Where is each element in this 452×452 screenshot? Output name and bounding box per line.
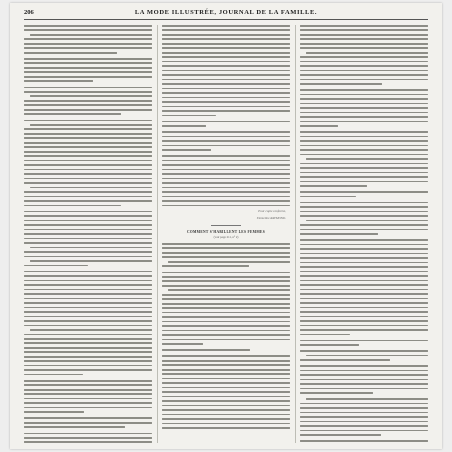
text-line: [300, 116, 428, 118]
text-line: [300, 167, 428, 169]
text-line: [162, 38, 290, 40]
text-line: [306, 398, 428, 400]
text-line: [24, 182, 152, 184]
text-line: [300, 145, 428, 147]
text-line: [162, 205, 290, 207]
text-line: [162, 160, 290, 162]
text-line: [162, 272, 290, 274]
text-line: [24, 91, 152, 93]
page-number: 206: [24, 9, 34, 16]
text-line: [300, 350, 428, 352]
text-line: [300, 98, 428, 100]
text-line: [162, 325, 290, 327]
text-line: [306, 158, 428, 160]
text-line: [24, 365, 152, 367]
text-line: [24, 137, 152, 139]
text-line: [300, 334, 350, 336]
text-line: [162, 187, 290, 189]
text-line: [300, 202, 428, 204]
text-line: [300, 244, 428, 246]
text-line: [162, 110, 290, 112]
text-line: [162, 101, 290, 103]
text-line: [24, 178, 152, 180]
text-line: [300, 403, 428, 405]
text-line: [24, 298, 152, 300]
text-line: [162, 164, 290, 166]
text-line: [300, 293, 428, 295]
text-line: [300, 374, 428, 376]
text-line: [162, 136, 290, 138]
text-line: [24, 437, 152, 439]
text-line: [30, 124, 152, 126]
text-line: [162, 145, 290, 147]
text-line: [300, 370, 428, 372]
text-line: [30, 247, 152, 249]
text-line: [306, 52, 428, 54]
text-line: [162, 334, 290, 336]
column-divider: [295, 25, 296, 443]
text-line: [162, 373, 290, 375]
text-line: [162, 391, 290, 393]
text-line: [300, 280, 428, 282]
text-line: [300, 407, 428, 409]
text-line: [300, 430, 428, 432]
text-line: [162, 360, 290, 362]
text-line: [162, 339, 290, 341]
text-line: [24, 173, 152, 175]
text-line: [162, 70, 290, 72]
text-line: [24, 229, 152, 231]
text-line: [300, 289, 428, 291]
text-line: [24, 342, 152, 344]
paragraph-block: [162, 25, 290, 206]
text-line: [300, 107, 428, 109]
text-line: [162, 83, 290, 85]
text-line: [24, 220, 152, 222]
text-line: [300, 329, 428, 331]
text-line: [24, 25, 152, 27]
text-line: [300, 253, 428, 255]
text-line: [24, 191, 152, 193]
text-line: [24, 422, 152, 424]
text-line: [300, 392, 373, 394]
text-line: [24, 393, 152, 395]
text-line: [162, 405, 290, 407]
text-line: [300, 79, 428, 81]
text-line: [168, 261, 290, 263]
text-line: [300, 425, 428, 427]
text-line: [162, 423, 290, 425]
text-line: [24, 43, 152, 45]
text-line: [300, 215, 428, 217]
text-line: [30, 260, 152, 262]
text-line: [162, 364, 290, 366]
text-line: [162, 387, 290, 389]
text-line: [300, 112, 428, 114]
text-line: [162, 121, 290, 123]
text-line: [162, 247, 290, 249]
text-line: [24, 113, 121, 115]
text-line: [162, 312, 290, 314]
text-line: [162, 298, 290, 300]
text-line: [24, 398, 152, 400]
paragraph-block: [24, 25, 152, 443]
text-line: [162, 303, 290, 305]
text-line: [300, 440, 428, 442]
text-line: [300, 344, 359, 346]
text-line: [162, 285, 290, 287]
text-line: [162, 191, 290, 193]
text-line: [300, 34, 428, 36]
text-line: [24, 369, 152, 371]
text-line: [162, 355, 290, 357]
text-line: [300, 206, 428, 208]
text-line: [162, 115, 216, 117]
signature-name: Emmeline RAYMOND.: [256, 216, 286, 221]
text-line: [162, 409, 290, 411]
text-line: [300, 196, 356, 198]
text-line: [300, 248, 428, 250]
text-line: [300, 271, 428, 273]
text-line: [300, 340, 428, 342]
text-line: [162, 92, 290, 94]
text-line: [24, 133, 152, 135]
text-line: [300, 421, 428, 423]
text-line: [162, 396, 290, 398]
text-line: [24, 325, 152, 327]
text-line: [162, 276, 290, 278]
text-line: [300, 434, 381, 436]
text-line: [162, 382, 290, 384]
text-line: [300, 275, 428, 277]
text-line: [300, 239, 428, 241]
text-line: [24, 52, 117, 54]
text-line: [24, 251, 152, 253]
text-line: [300, 191, 428, 193]
text-line: [300, 154, 428, 156]
text-column-left: [24, 25, 152, 443]
text-line: [300, 89, 428, 91]
text-line: [300, 38, 428, 40]
text-line: [162, 307, 290, 309]
text-line: [162, 418, 290, 420]
text-line: [24, 100, 152, 102]
text-line: [24, 160, 152, 162]
text-line: [300, 56, 428, 58]
text-line: [300, 284, 428, 286]
text-line: [24, 155, 152, 157]
text-line: [300, 224, 428, 226]
text-line: [162, 52, 290, 54]
text-line: [162, 252, 290, 254]
text-line: [162, 196, 290, 198]
text-line: [24, 289, 152, 291]
text-line: [24, 384, 152, 386]
text-line: [24, 205, 121, 207]
text-line: [24, 389, 152, 391]
text-line: [162, 47, 290, 49]
text-line: [162, 256, 290, 258]
text-line: [24, 356, 152, 358]
text-line: [162, 378, 290, 380]
text-line: [306, 220, 428, 222]
text-line: [300, 307, 428, 309]
text-line: [24, 128, 152, 130]
text-line: [162, 265, 249, 267]
text-line: [300, 149, 428, 151]
paragraph-block: [162, 243, 290, 429]
text-line: [300, 302, 428, 304]
text-line: [24, 360, 152, 362]
text-line: [162, 56, 290, 58]
text-line: [24, 58, 152, 60]
text-line: [24, 164, 152, 166]
text-line: [162, 65, 290, 67]
text-line: [300, 266, 428, 268]
signature-line: Pour copie conforme,: [258, 209, 286, 214]
section-title: COMMENT S'HABILLENT LES FEMMES: [186, 230, 266, 234]
text-line: [300, 379, 428, 381]
text-line: [24, 47, 152, 49]
text-line: [300, 388, 428, 390]
text-line: [24, 200, 152, 202]
text-line: [300, 47, 428, 49]
text-line: [24, 196, 152, 198]
text-line: [162, 243, 290, 245]
text-line: [24, 38, 152, 40]
text-line: [162, 369, 290, 371]
text-line: [300, 262, 428, 264]
text-line: [24, 169, 152, 171]
text-line: [162, 97, 290, 99]
text-line: [24, 224, 152, 226]
text-line: [162, 400, 290, 402]
text-line: [162, 29, 290, 31]
text-line: [300, 316, 428, 318]
text-line: [162, 34, 290, 36]
text-line: [24, 151, 152, 153]
journal-title: LA MODE ILLUSTRÉE, JOURNAL DE LA FAMILLE.: [134, 9, 318, 16]
text-line: [24, 120, 152, 122]
text-line: [24, 433, 152, 435]
text-line: [24, 104, 152, 106]
text-line: [162, 178, 290, 180]
text-line: [300, 320, 428, 322]
text-line: [300, 311, 428, 313]
text-line: [24, 271, 152, 273]
section-divider: [211, 225, 241, 226]
text-line: [300, 365, 428, 367]
text-line: [24, 280, 152, 282]
text-line: [300, 176, 428, 178]
text-line: [24, 142, 152, 144]
text-line: [162, 79, 290, 81]
text-line: [24, 87, 152, 89]
text-line: [162, 321, 290, 323]
text-line: [300, 181, 428, 183]
text-line: [24, 265, 88, 267]
text-line: [162, 88, 290, 90]
text-line: [24, 109, 152, 111]
text-line: [300, 125, 338, 127]
text-line: [24, 146, 152, 148]
text-line: [300, 70, 428, 72]
text-line: [30, 95, 152, 97]
text-line: [24, 316, 152, 318]
text-line: [300, 257, 428, 259]
text-line: [162, 414, 290, 416]
text-line: [24, 62, 152, 64]
text-line: [162, 330, 290, 332]
text-line: [24, 411, 84, 413]
text-line: [300, 163, 428, 165]
text-line: [162, 427, 290, 429]
text-line: [30, 34, 152, 36]
text-line: [162, 280, 290, 282]
section-subtitle: (voir page 211, n° 2): [213, 235, 239, 239]
paragraph-block: [300, 25, 428, 443]
text-line: [30, 187, 152, 189]
text-line: [300, 229, 428, 231]
text-line: [300, 298, 428, 300]
text-line: [300, 74, 428, 76]
text-line: [162, 316, 290, 318]
text-line: [24, 311, 152, 313]
text-line: [300, 136, 428, 138]
newspaper-page: [10, 3, 442, 449]
text-line: [162, 74, 290, 76]
text-line: [24, 417, 152, 419]
text-line: [162, 200, 290, 202]
text-line: [300, 416, 428, 418]
text-line: [24, 80, 93, 82]
text-line: [24, 238, 152, 240]
text-line: [24, 441, 152, 443]
text-line: [24, 293, 152, 295]
text-line: [300, 172, 428, 174]
text-line: [24, 380, 152, 382]
text-line: [300, 103, 428, 105]
text-line: [162, 25, 290, 27]
text-line: [162, 343, 203, 345]
text-line: [300, 185, 367, 187]
text-line: [306, 355, 428, 357]
text-line: [300, 359, 390, 361]
text-line: [162, 43, 290, 45]
text-line: [162, 169, 290, 171]
text-line: [24, 426, 125, 428]
text-line: [24, 407, 152, 409]
text-line: [300, 29, 428, 31]
text-line: [162, 294, 290, 296]
text-line: [300, 325, 428, 327]
text-line: [24, 338, 152, 340]
text-line: [24, 374, 83, 376]
text-line: [300, 211, 428, 213]
text-line: [162, 106, 290, 108]
text-column-right: [300, 25, 428, 443]
text-line: [24, 347, 152, 349]
text-line: [300, 25, 428, 27]
text-line: [24, 67, 152, 69]
text-line: [24, 233, 152, 235]
text-column-middle: [162, 25, 290, 443]
text-line: [24, 242, 152, 244]
text-line: [24, 71, 152, 73]
text-line: [24, 76, 152, 78]
text-line: [162, 173, 290, 175]
text-line: [30, 329, 152, 331]
text-line: [300, 140, 428, 142]
text-line: [168, 289, 290, 291]
text-line: [162, 125, 206, 127]
text-line: [24, 302, 152, 304]
text-line: [162, 61, 290, 63]
text-line: [300, 233, 378, 235]
text-line: [24, 334, 152, 336]
text-line: [300, 121, 428, 123]
text-line: [24, 211, 152, 213]
text-line: [24, 307, 152, 309]
text-line: [300, 61, 428, 63]
text-line: [24, 320, 152, 322]
text-line: [24, 284, 152, 286]
text-line: [162, 149, 211, 151]
text-line: [300, 65, 428, 67]
text-line: [24, 351, 152, 353]
text-line: [162, 140, 290, 142]
text-line: [300, 83, 382, 85]
text-line: [24, 402, 152, 404]
text-line: [24, 256, 152, 258]
text-line: [162, 155, 290, 157]
text-line: [162, 349, 250, 351]
text-line: [300, 131, 428, 133]
text-line: [300, 94, 428, 96]
text-line: [300, 43, 428, 45]
text-line: [300, 412, 428, 414]
text-line: [24, 215, 152, 217]
text-line: [24, 29, 152, 31]
column-divider: [157, 25, 158, 443]
header-rule: [24, 19, 428, 20]
text-line: [300, 383, 428, 385]
text-line: [24, 275, 152, 277]
text-line: [162, 182, 290, 184]
text-line: [162, 131, 290, 133]
